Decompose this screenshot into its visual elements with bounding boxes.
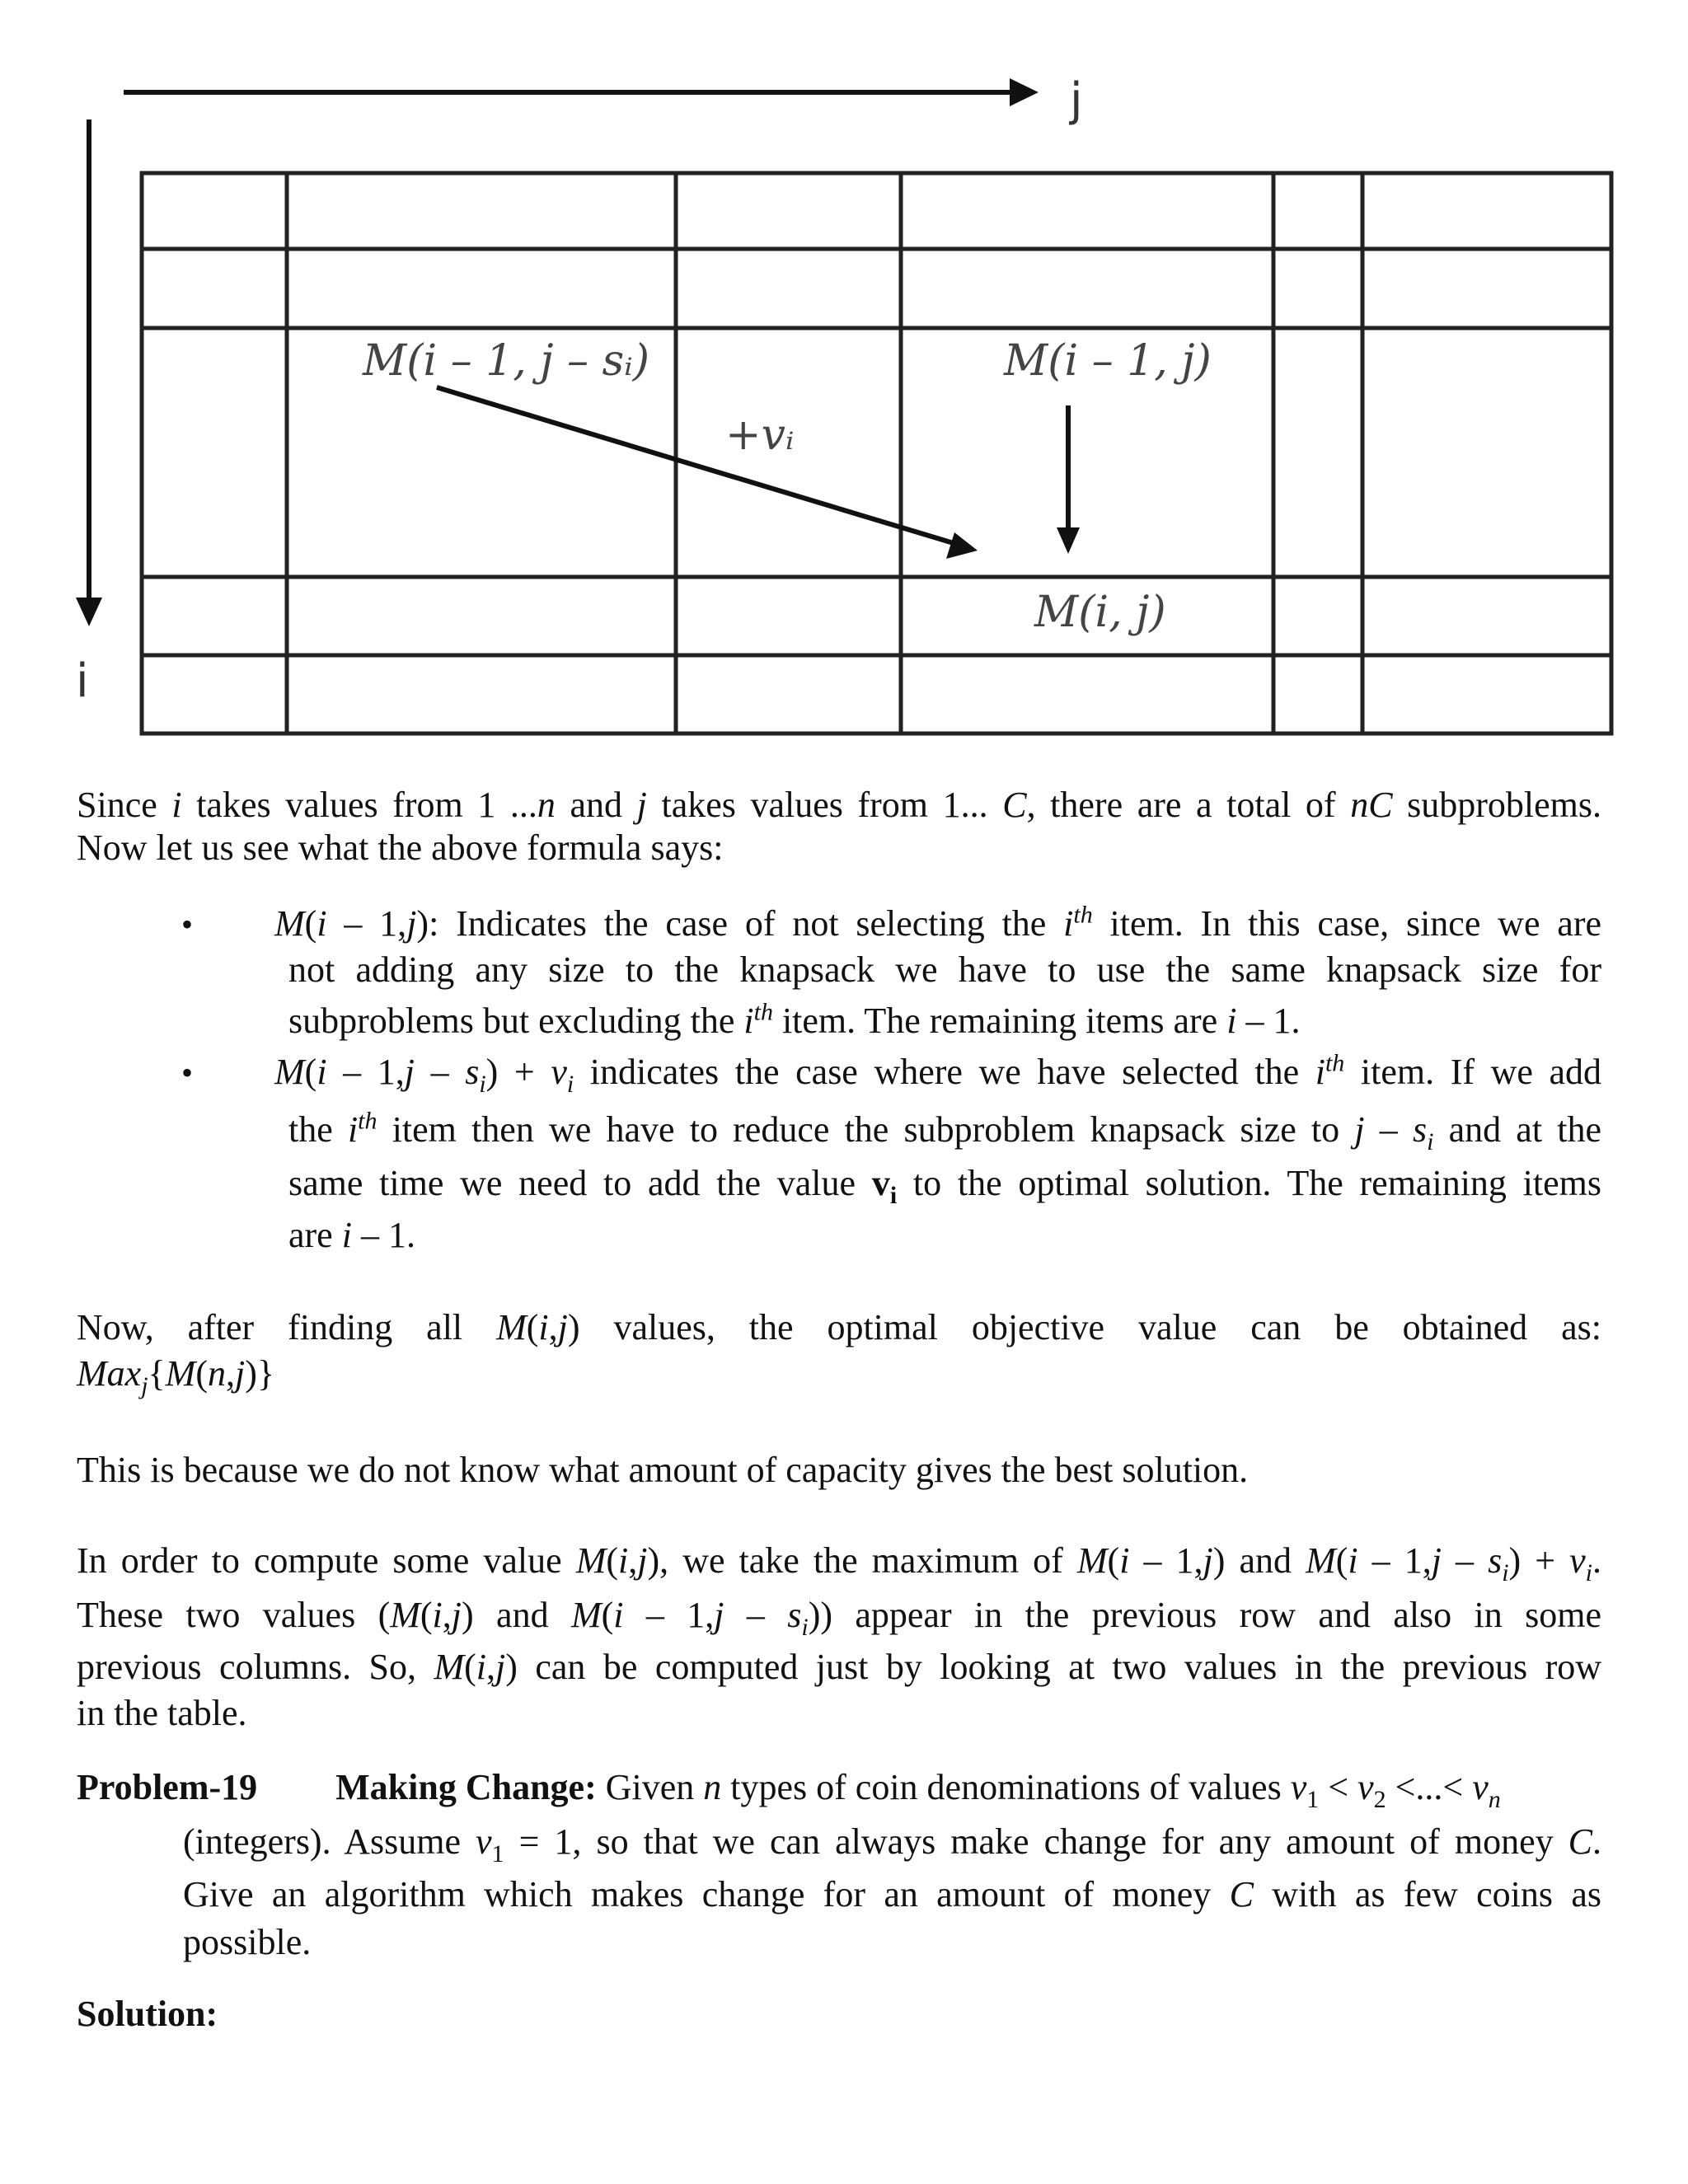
bullet-marker-1: • [181, 906, 194, 943]
bullet-2-line-2: the $i^{th}$ item then we have to reduce the subproblem knapsack size to j – $s_i$ and at the [288, 1107, 1601, 1155]
problem-title: Making Change: [335, 1767, 597, 1807]
solution-heading: Solution: [77, 1994, 218, 2034]
problem-line-1: Problem-19 Making Change: Given n types of coin denominations of values $v_1 < v_2$ <...< $v_n$ [77, 1767, 1501, 1813]
optimal-line-2: Max$_j${M(n,j)} [77, 1353, 274, 1399]
cell-label-prev-row-shifted: M(i – 1, j – sᵢ) [363, 336, 649, 386]
intro-line-1: Since i takes values from 1 ...n and j takes values from 1... C, there are a total of nC subproblems. [77, 785, 1602, 825]
cell-label-target: M(i, j) [1034, 588, 1166, 637]
j-axis-arrowhead [1010, 78, 1039, 106]
bullet-2-line-4: are i – 1. [288, 1215, 415, 1255]
compute-line-2: These two values (M(i,j) and $M(i - 1,j - s_i)$) appear in the previous row and also in some [77, 1595, 1602, 1641]
cell-label-prev-row: M(i – 1, j) [1004, 336, 1212, 386]
compute-line-4: in the table. [77, 1693, 247, 1733]
bullet-2-line-3: same time we need to add the value $v_i$ to the optimal solution. The remaining items [288, 1163, 1601, 1209]
bullet-1-line-1: M(i – 1,j): Indicates the case of not selecting the $i^{th}$ item. In this case, since we are [274, 901, 1602, 944]
bullet-1-line-2: not adding any size to the knapsack we have to use the same knapsack size for [288, 949, 1601, 990]
dp-table-figure [0, 0, 1688, 742]
bullet-2-line-1: $M(i - 1,j - s_i) + v_i$ indicates the case where we have selected the $i^{th}$ item. If we add [274, 1049, 1602, 1098]
intro-line-2: Now let us see what the above formula says: [77, 827, 724, 868]
bullet-marker-2: • [181, 1054, 194, 1091]
arrow-value-label: +vᵢ [725, 410, 795, 460]
compute-line-1: In order to compute some value M(i,j), we take the maximum of M(i – 1,j) and $M(i - 1,j - s_i) + v_i$. [77, 1540, 1601, 1586]
problem-line-3: Give an algorithm which makes change for an amount of money C with as few coins as [183, 1874, 1601, 1915]
dp-table-grid [142, 173, 1611, 733]
optimal-line-1: Now, after finding all M(i,j) values, the optimal objective value can be obtained as: [77, 1307, 1601, 1347]
compute-line-3: previous columns. So, M(i,j) can be computed just by looking at two values in the previous row [77, 1647, 1601, 1687]
problem-line-4: possible. [183, 1922, 312, 1962]
diagonal-arrowhead [946, 532, 978, 559]
i-axis-label: i [76, 654, 89, 708]
bullet-1-line-3: subproblems but excluding the $i^{th}$ item. The remaining items are i – 1. [288, 998, 1301, 1041]
i-axis-arrowhead [76, 598, 102, 626]
problem-line-2: (integers). Assume $v_1 = 1$, so that we can always make change for any amount of money C. [183, 1821, 1601, 1868]
problem-label: Problem-19 [77, 1767, 258, 1807]
j-axis-label: j [1070, 73, 1083, 127]
diagonal-arrow [437, 387, 956, 544]
down-arrowhead [1057, 527, 1080, 554]
because-line: This is because we do not know what amount of capacity gives the best solution. [77, 1450, 1249, 1490]
